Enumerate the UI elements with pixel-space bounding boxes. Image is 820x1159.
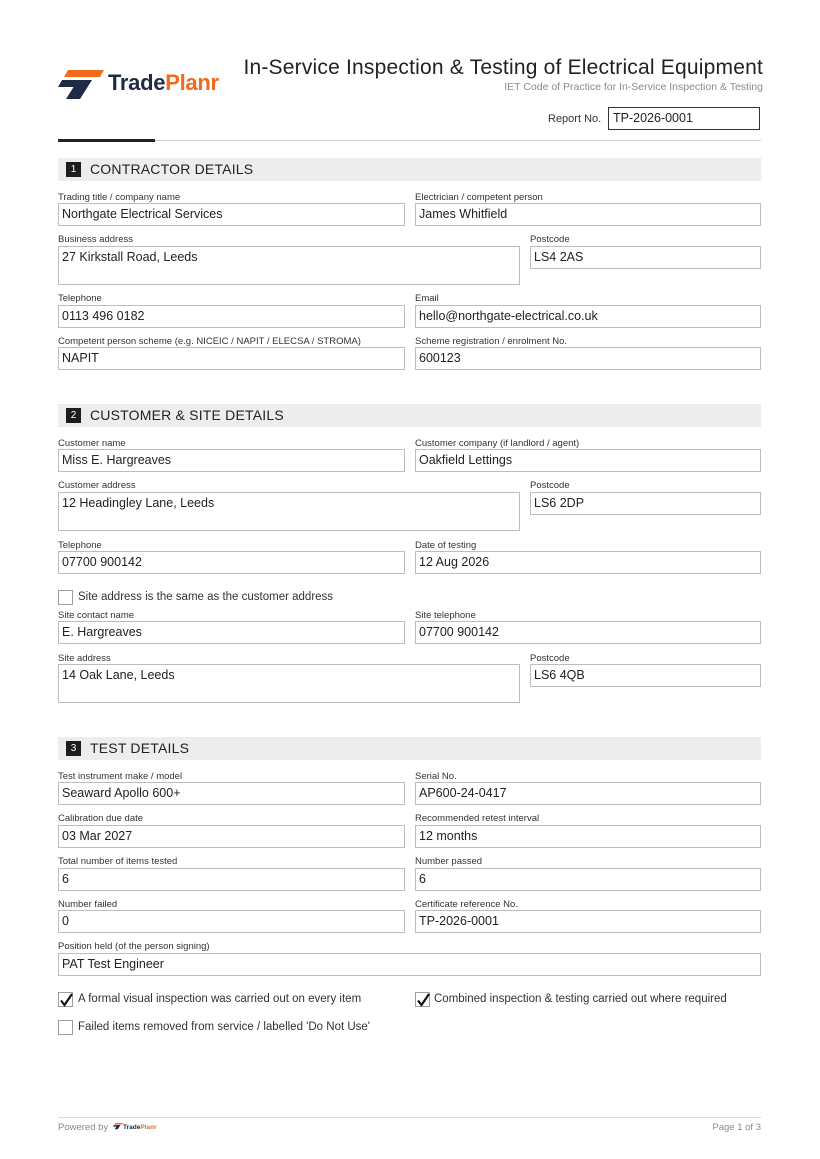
brand-name-part2: Planr <box>165 70 219 95</box>
footer-rule <box>58 1117 761 1118</box>
checkmark-icon <box>417 993 430 1007</box>
calibration-field[interactable]: 03 Mar 2027 <box>58 825 405 848</box>
brand-name-part1: Trade <box>108 70 166 95</box>
customer-address-field[interactable]: 12 Headingley Lane, Leeds <box>58 492 520 531</box>
contractor-telephone-field[interactable]: 0113 496 0182 <box>58 305 405 328</box>
customer-name-field[interactable]: Miss E. Hargreaves <box>58 449 405 472</box>
date-of-testing-field[interactable]: 12 Aug 2026 <box>415 551 761 574</box>
brand-name <box>108 70 219 96</box>
certificate-label: Certificate reference No. <box>415 899 518 910</box>
section-title: TEST DETAILS <box>90 740 190 756</box>
number-failed-label: Number failed <box>58 899 118 910</box>
site-same-checkbox[interactable] <box>58 590 73 605</box>
registration-label: Scheme registration / enrolment No. <box>415 336 568 347</box>
contractor-email-field[interactable]: hello@northgate-electrical.co.uk <box>415 305 761 328</box>
registration-field[interactable]: 600123 <box>415 347 761 370</box>
number-passed-field[interactable]: 6 <box>415 868 761 891</box>
section-header-customer <box>58 404 761 427</box>
site-address-label: Site address <box>58 653 111 664</box>
site-same-label: Site address is the same as the customer address <box>78 591 334 603</box>
position-field[interactable]: PAT Test Engineer <box>58 953 761 976</box>
business-postcode-label: Postcode <box>530 234 570 245</box>
instrument-field[interactable]: Seaward Apollo 600+ <box>58 782 405 805</box>
page-number: Page 1 of 3 <box>712 1122 761 1133</box>
document-title: In-Service Inspection & Testing of Electrical Equipment <box>243 56 763 79</box>
retest-label: Recommended retest interval <box>415 813 540 824</box>
brand-logo <box>58 68 228 102</box>
total-items-label: Total number of items tested <box>58 856 178 867</box>
logo-mark-icon <box>113 1122 123 1130</box>
failed-items-removed-label: Failed items removed from service / labelled 'Do Not Use' <box>78 1021 370 1033</box>
failed-items-removed-checkbox[interactable] <box>58 1020 73 1035</box>
site-postcode-field[interactable]: LS6 4QB <box>530 664 761 687</box>
trading-title-label: Trading title / company name <box>58 192 181 203</box>
customer-name-label: Customer name <box>58 438 126 449</box>
section-number: 2 <box>66 408 81 423</box>
total-items-field[interactable]: 6 <box>58 868 405 891</box>
footer-logo <box>113 1122 157 1131</box>
logo-mark-icon <box>58 68 104 100</box>
section-header-contractor <box>58 158 761 181</box>
serial-field[interactable]: AP600-24-0417 <box>415 782 761 805</box>
header-rule-accent <box>58 139 155 142</box>
section-title: CUSTOMER & SITE DETAILS <box>90 407 284 423</box>
contractor-email-label: Email <box>415 293 439 304</box>
business-address-field[interactable]: 27 Kirkstall Road, Leeds <box>58 246 520 285</box>
report-number-label: Report No. <box>548 113 602 125</box>
trading-title-field[interactable]: Northgate Electrical Services <box>58 203 405 226</box>
customer-company-label: Customer company (if landlord / agent) <box>415 438 580 449</box>
section-number: 3 <box>66 741 81 756</box>
scheme-label: Competent person scheme (e.g. NICEIC / NAPIT / ELECSA / STROMA) <box>58 336 361 347</box>
site-telephone-label: Site telephone <box>415 610 476 621</box>
position-label: Position held (of the person signing) <box>58 941 210 952</box>
retest-field[interactable]: 12 months <box>415 825 761 848</box>
footer-brand-part2: Planr <box>140 1124 157 1131</box>
number-failed-field[interactable]: 0 <box>58 910 405 933</box>
site-postcode-label: Postcode <box>530 653 570 664</box>
powered-by-text: Powered by <box>58 1122 109 1133</box>
customer-company-field[interactable]: Oakfield Lettings <box>415 449 761 472</box>
section-title: CONTRACTOR DETAILS <box>90 161 254 177</box>
serial-label: Serial No. <box>415 771 457 782</box>
scheme-field[interactable]: NAPIT <box>58 347 405 370</box>
report-number-field[interactable]: TP-2026-0001 <box>608 107 760 130</box>
site-contact-label: Site contact name <box>58 610 135 621</box>
customer-telephone-label: Telephone <box>58 540 102 551</box>
combined-testing-label: Combined inspection & testing carried out where required <box>434 993 727 1005</box>
customer-telephone-field[interactable]: 07700 900142 <box>58 551 405 574</box>
calibration-label: Calibration due date <box>58 813 144 824</box>
combined-testing-checkbox[interactable] <box>415 992 430 1007</box>
customer-address-label: Customer address <box>58 480 136 491</box>
section-number: 1 <box>66 162 81 177</box>
date-of-testing-label: Date of testing <box>415 540 477 551</box>
business-postcode-field[interactable]: LS4 2AS <box>530 246 761 269</box>
section-header-test <box>58 737 761 760</box>
site-contact-field[interactable]: E. Hargreaves <box>58 621 405 644</box>
instrument-label: Test instrument make / model <box>58 771 183 782</box>
footer-brand-part1: Trade <box>123 1124 141 1131</box>
business-address-label: Business address <box>58 234 133 245</box>
certificate-field[interactable]: TP-2026-0001 <box>415 910 761 933</box>
customer-postcode-label: Postcode <box>530 480 570 491</box>
electrician-label: Electrician / competent person <box>415 192 543 203</box>
visual-inspection-label: A formal visual inspection was carried out on every item <box>78 993 362 1005</box>
customer-postcode-field[interactable]: LS6 2DP <box>530 492 761 515</box>
document-subtitle: IET Code of Practice for In-Service Inspection & Testing <box>504 81 763 93</box>
visual-inspection-checkbox[interactable] <box>58 992 73 1007</box>
site-address-field[interactable]: 14 Oak Lane, Leeds <box>58 664 520 703</box>
header-rule <box>155 140 761 141</box>
checkmark-icon <box>60 993 73 1007</box>
number-passed-label: Number passed <box>415 856 483 867</box>
electrician-field[interactable]: James Whitfield <box>415 203 761 226</box>
site-telephone-field[interactable]: 07700 900142 <box>415 621 761 644</box>
contractor-telephone-label: Telephone <box>58 293 102 304</box>
